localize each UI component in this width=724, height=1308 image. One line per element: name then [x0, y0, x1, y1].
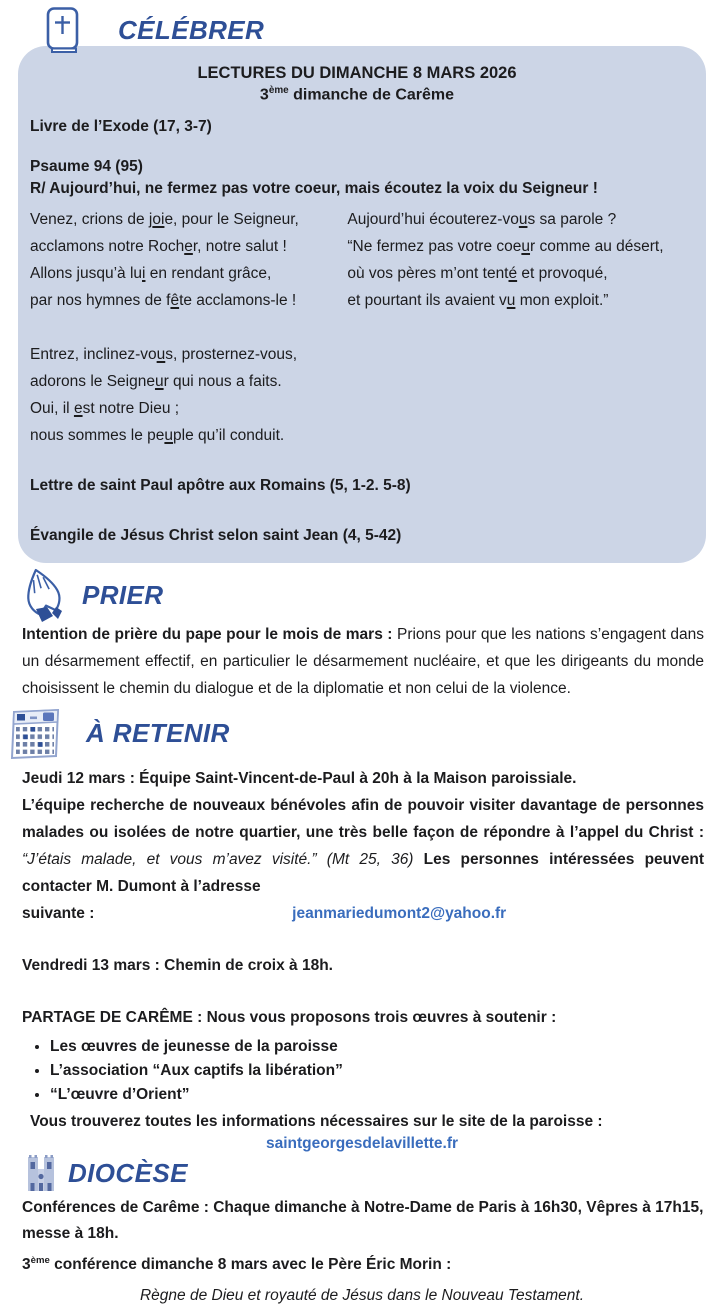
psalm-verse-line: nous sommes le peuple qu’il conduit.	[30, 427, 285, 445]
bible-cross-icon	[44, 6, 82, 54]
lectures-title: LECTURES DU DIMANCHE 8 MARS 2026	[197, 64, 517, 82]
section-heading-celebrer: CÉLÉBRER	[118, 14, 265, 45]
suivante-label: suivante :	[22, 905, 95, 923]
psalm-verse-line: Allons jusqu’à lui en rendant grâce,	[30, 265, 272, 283]
event-vendredi: Vendredi 13 mars : Chemin de croix à 18h.	[22, 957, 333, 975]
psalm-columns	[30, 206, 684, 449]
psalm-verse-line: et pourtant ils avaient vu mon exploit.”	[347, 292, 609, 310]
section-header-diocese	[26, 1153, 724, 1193]
psalm-refrain: R/ Aujourd’hui, ne fermez pas votre coeur, mais écoutez la voix du Seigneur !	[30, 180, 598, 198]
prayer-intention-text: Prions pour que les nations s’engagent dans un désarmement effectif, en particulier le désarmement nucléaire, et que les dirigeants du monde choisissent le chemin du dialogue et de la diplomatie et non celui de la violence.	[22, 626, 704, 698]
psalm-verse-line: où vos pères m’ont tenté et provoqué,	[347, 265, 608, 283]
psalm-verse-line: Venez, crions de joie, pour le Seigneur,	[30, 211, 299, 229]
volunteer-text-2: Les personnes intéressées peuvent contacter M. Dumont à l’adresse	[22, 851, 704, 896]
conference-title: Règne de Dieu et royauté de Jésus dans le Nouveau Testament.	[139, 1287, 585, 1305]
section-heading-diocese: DIOCÈSE	[68, 1157, 188, 1188]
conference-info: Conférences de Carême : Chaque dimanche à Notre-Dame de Paris à 16h30, Vêpres à 17h15, messe à 18h.	[22, 1199, 704, 1243]
lectures-box	[18, 46, 706, 563]
lectures-subtitle: 3ème dimanche de Carême	[259, 85, 455, 104]
psalm-verse-line: “Ne fermez pas votre coeur comme au désert,	[347, 238, 664, 256]
event-jeudi: Jeudi 12 mars : Équipe Saint-Vincent-de-Paul à 20h à la Maison paroissiale.	[22, 770, 577, 788]
conference-3: 3ème conférence dimanche 8 mars avec le Père Éric Morin :	[22, 1255, 452, 1274]
section-header-retenir	[8, 704, 724, 762]
psalm-verse-line: par nos hymnes de fête acclamons-le !	[30, 292, 297, 310]
psalm-column-left	[30, 206, 337, 449]
volunteer-paragraph	[22, 792, 704, 900]
volunteer-text-1: L’équipe recherche de nouveaux bénévoles afin de pouvoir visiter davantage de personnes malades ou isolées de notre quartier, une très belle façon de répondre à l’appel du Christ :	[22, 797, 704, 842]
prayer-intention-label: Intention de prière du pape pour le mois de mars :	[22, 626, 393, 644]
psalm-verse-line	[30, 314, 337, 341]
psalm-verse-line: adorons le Seigneur qui nous a faits.	[30, 373, 282, 391]
section-heading-retenir: À RETENIR	[86, 717, 230, 748]
scripture-quote: “J’étais malade, et vous m’avez visité.” (Mt 25, 36)	[22, 851, 414, 869]
list-item: • Les œuvres de jeunesse de la paroisse	[50, 1035, 724, 1058]
partage-list	[34, 1035, 724, 1106]
reading-jean: Évangile de Jésus Christ selon saint Jean (4, 5-42)	[30, 527, 402, 545]
psalm-title: Psaume 94 (95)	[30, 158, 143, 176]
praying-hands-icon	[18, 567, 68, 623]
psalm-column-right	[337, 206, 684, 449]
reading-romains: Lettre de saint Paul apôtre aux Romains (5, 1-2. 5-8)	[30, 477, 411, 495]
site-intro: Vous trouverez toutes les informations nécessaires sur le site de la paroisse :	[30, 1113, 603, 1131]
psalm-verse-line: acclamons notre Rocher, notre salut !	[30, 238, 287, 256]
psalm-verse-line: Aujourd’hui écouterez-vous sa parole ?	[347, 211, 617, 229]
list-item: • “L’œuvre d’Orient”	[50, 1083, 724, 1106]
calendar-icon	[8, 704, 64, 762]
contact-row	[22, 900, 704, 927]
bulletin-page	[0, 6, 724, 1305]
reading-exode: Livre de l’Exode (17, 3-7)	[30, 118, 212, 136]
cathedral-icon	[26, 1153, 56, 1193]
parish-website-link[interactable]: saintgeorgesdelavillette.fr	[265, 1135, 459, 1153]
partage-title: PARTAGE DE CARÊME : Nous vous proposons trois œuvres à soutenir :	[22, 1009, 557, 1027]
psalm-verse-line: Oui, il est notre Dieu ;	[30, 400, 180, 418]
email-link[interactable]: jeanmariedumont2@yahoo.fr	[292, 905, 507, 923]
psalm-verse-line: Entrez, inclinez-vous, prosternez-vous,	[30, 346, 298, 364]
section-heading-prier: PRIER	[82, 579, 164, 610]
prayer-intention	[22, 621, 704, 702]
section-header-prier	[18, 567, 724, 623]
list-item: • L’association “Aux captifs la libération”	[50, 1059, 724, 1082]
